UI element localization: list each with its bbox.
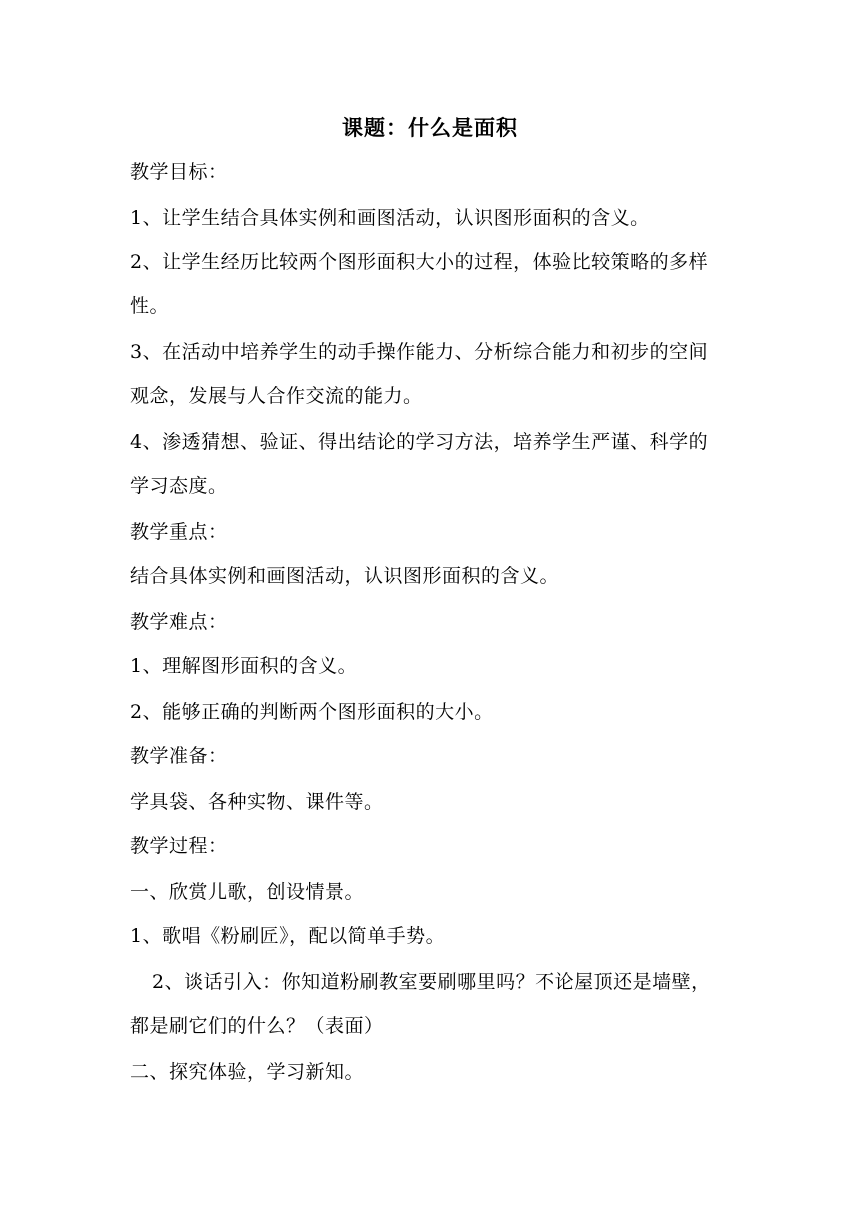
preparation-items: 学具袋、各种实物、课件等。 xyxy=(130,791,384,813)
objective-4: 4、渗透猜想、验证、得出结论的学习方法，培养学生严谨、科学的 xyxy=(130,431,709,453)
process-step-1-item-2-continued: 都是刷它们的什么？（表面） xyxy=(130,1015,384,1037)
section-heading-difficulties: 教学难点： xyxy=(130,611,228,633)
process-step-2-heading: 二、探究体验，学习新知。 xyxy=(130,1061,365,1083)
document-title: 课题：什么是面积 xyxy=(342,115,518,140)
objective-4-continued: 学习态度。 xyxy=(130,475,228,497)
section-heading-objectives: 教学目标： xyxy=(130,161,228,183)
section-heading-key-points: 教学重点： xyxy=(130,521,228,543)
process-step-1-item-1: 1、歌唱《粉刷匠》，配以简单手势。 xyxy=(130,925,446,947)
objective-2: 2、让学生经历比较两个图形面积大小的过程，体验比较策略的多样 xyxy=(130,251,709,273)
objective-2-continued: 性。 xyxy=(130,295,170,317)
difficulty-2: 2、能够正确的判断两个图形面积的大小。 xyxy=(130,701,494,723)
objective-1: 1、让学生结合具体实例和画图活动，认识图形面积的含义。 xyxy=(130,207,650,229)
section-heading-process: 教学过程： xyxy=(130,835,228,857)
objective-3-continued: 观念，发展与人合作交流的能力。 xyxy=(130,385,423,407)
difficulty-1: 1、理解图形面积的含义。 xyxy=(130,655,358,677)
section-heading-preparation: 教学准备： xyxy=(130,745,228,767)
objective-3: 3、在活动中培养学生的动手操作能力、分析综合能力和初步的空间 xyxy=(130,341,709,363)
key-point: 结合具体实例和画图活动，认识图形面积的含义。 xyxy=(130,565,560,587)
process-step-1-item-2: 2、谈话引入：你知道粉刷教室要刷哪里吗？不论屋顶还是墙壁， xyxy=(152,971,711,993)
process-step-1-heading: 一、欣赏儿歌，创设情景。 xyxy=(130,881,365,903)
